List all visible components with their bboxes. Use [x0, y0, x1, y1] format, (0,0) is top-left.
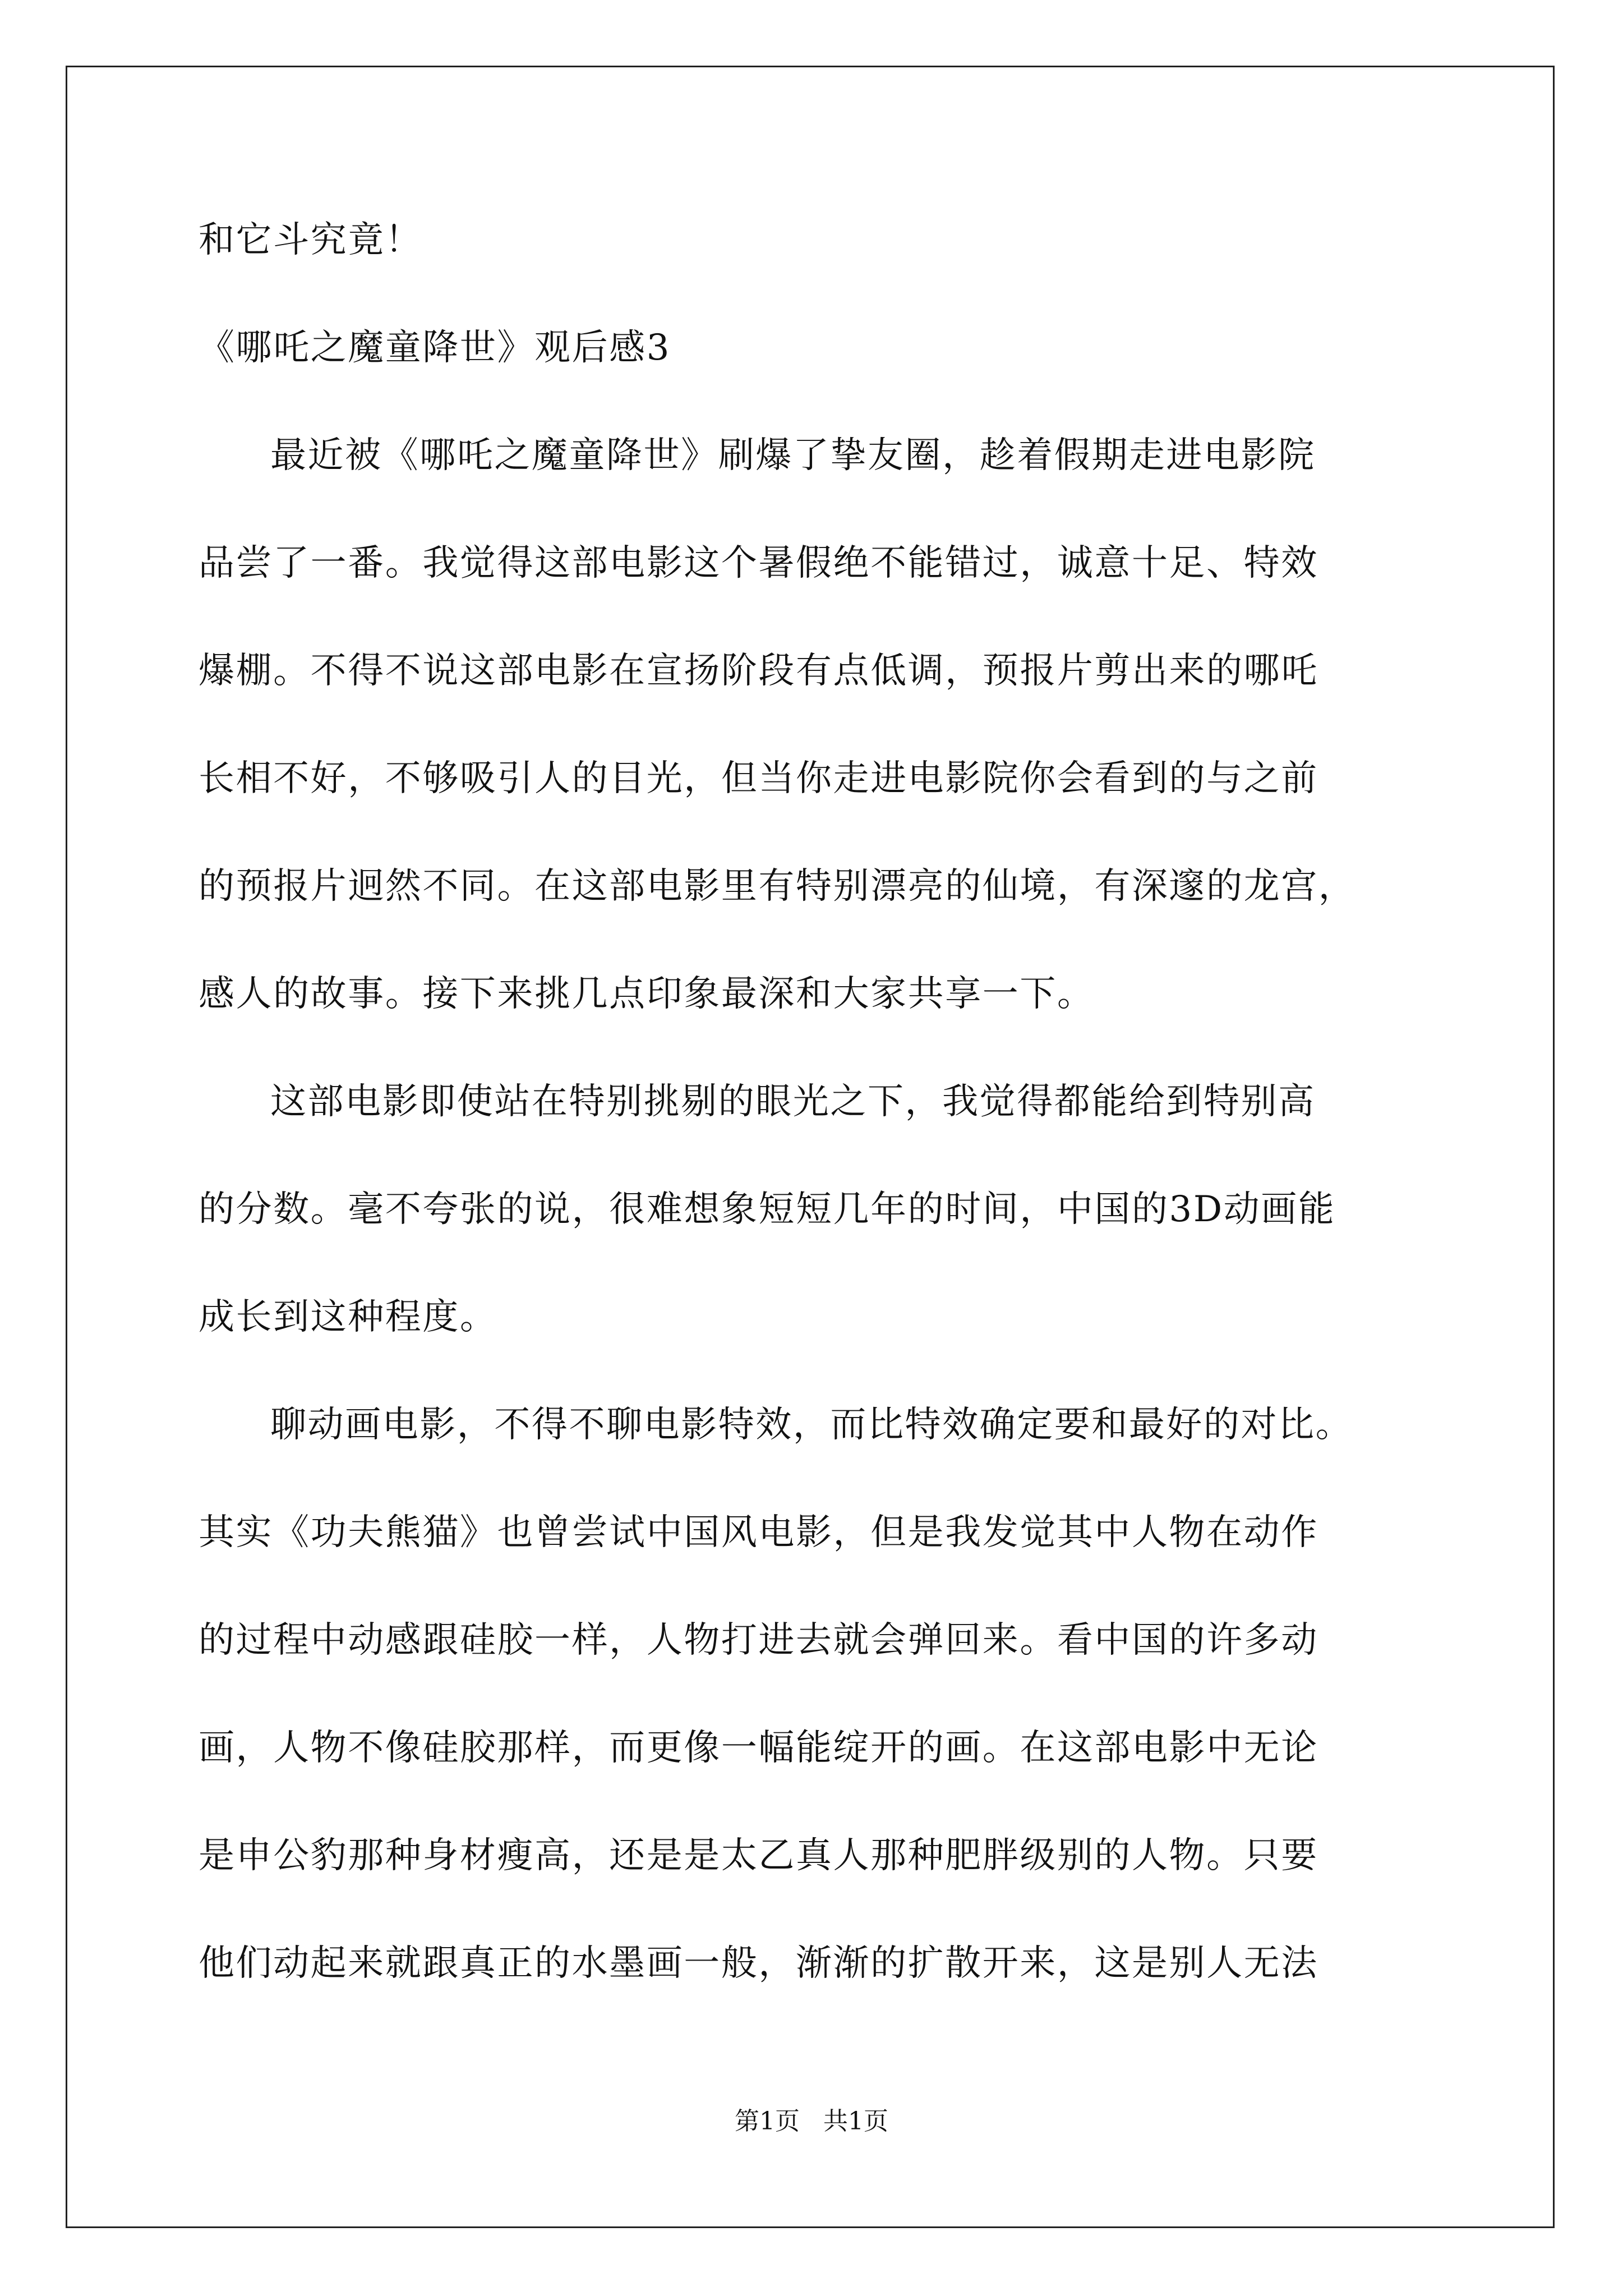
text-line-8: 感人的故事。接下来挑几点印象最深和大家共享一下。 — [199, 973, 1095, 1015]
text-line-12: 聊动画电影，不得不聊电影特效，而比特效确定要和最好的对比。 — [270, 1404, 1353, 1446]
document-body — [199, 213, 1427, 2044]
text-line-14: 的过程中动感跟硅胶一样，人物打进去就会弹回来。看中国的许多动 — [199, 1619, 1318, 1661]
text-line-4: 品尝了一番。我觉得这部电影这个暑假绝不能错过，诚意十足、特效 — [199, 542, 1318, 584]
text-line-7: 的预报片迥然不同。在这部电影里有特别漂亮的仙境，有深邃的龙宫， — [199, 866, 1356, 907]
text-line-13: 其实《功夫熊猫》也曾尝试中国风电影，但是我发觉其中人物在动作 — [199, 1512, 1318, 1553]
text-line-6: 长相不好，不够吸引人的目光，但当你走进电影院你会看到的与之前 — [199, 758, 1318, 799]
text-line-17: 他们动起来就跟真正的水墨画一般，渐渐的扩散开来，这是别人无法 — [199, 1943, 1318, 1984]
page-footer: 第1页 共1页 — [735, 2107, 888, 2136]
section-title: 《哪吒之魔童降世》观后感3 — [199, 327, 671, 369]
text-line-3: 最近被《哪吒之魔童降世》刷爆了挚友圈，趁着假期走进电影院 — [270, 435, 1316, 476]
text-line-15: 画，人物不像硅胶那样，而更像一幅能绽开的画。在这部电影中无论 — [199, 1727, 1318, 1769]
text-line-11: 成长到这种程度。 — [199, 1296, 497, 1338]
text-line-10: 的分数。毫不夸张的说，很难想象短短几年的时间，中国的3D动画能 — [199, 1189, 1336, 1230]
text-line-9: 这部电影即使站在特别挑剔的眼光之下，我觉得都能给到特别高 — [270, 1081, 1316, 1122]
text-line-1: 和它斗究竟！ — [199, 219, 423, 261]
text-line-5: 爆棚。不得不说这部电影在宣扬阶段有点低调，预报片剪出来的哪吒 — [199, 650, 1318, 692]
text-line-16: 是申公豹那种身材瘦高，还是是太乙真人那种肥胖级别的人物。只要 — [199, 1835, 1318, 1876]
